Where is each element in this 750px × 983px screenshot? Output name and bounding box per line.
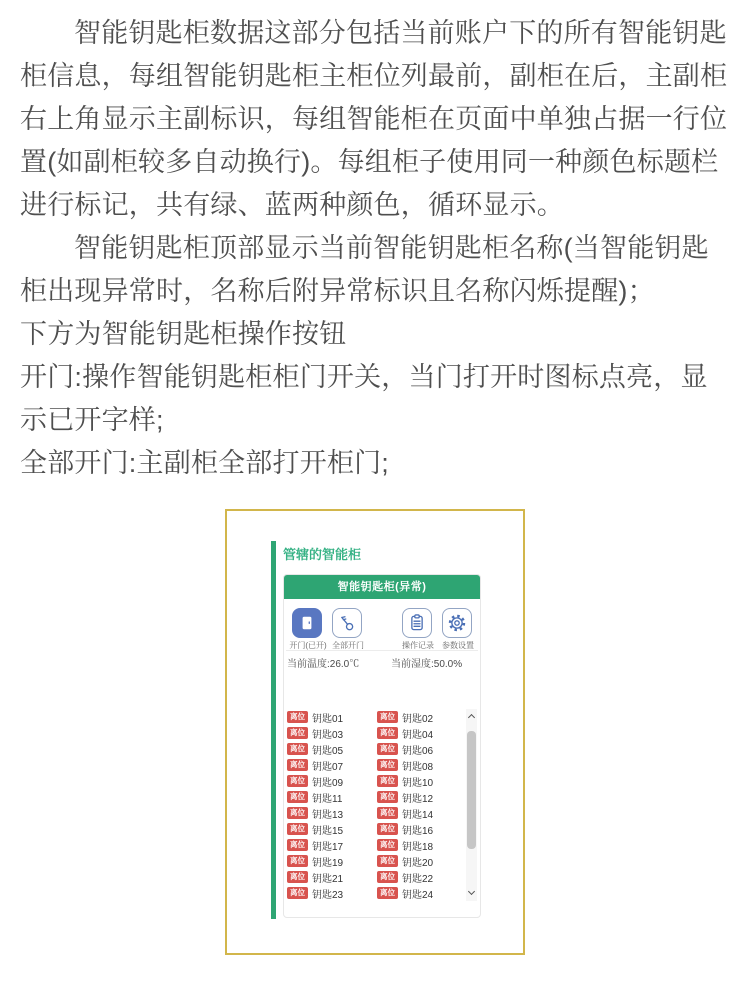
clipboard-icon [402, 608, 432, 638]
cabinet-card [283, 574, 481, 918]
key-item [377, 709, 467, 725]
key-item [287, 725, 377, 741]
key-name: 钥匙07 [312, 761, 344, 773]
environment-row [284, 651, 480, 673]
key-status-badge: 离位 [377, 791, 398, 803]
key-status-badge: 离位 [287, 711, 308, 723]
key-name: 钥匙21 [312, 873, 344, 885]
key-name: 钥匙16 [402, 825, 434, 837]
key-name: 钥匙06 [402, 745, 434, 757]
scrollbar-thumb[interactable] [467, 731, 476, 849]
door-open-icon [292, 608, 322, 638]
key-item [377, 805, 467, 821]
key-status-badge: 离位 [377, 855, 398, 867]
key-status-badge: 离位 [287, 823, 308, 835]
key-status-badge: 离位 [377, 871, 398, 883]
key-list-container [284, 709, 480, 901]
key-item [377, 773, 467, 789]
key-item [287, 741, 377, 757]
scroll-down-icon[interactable] [467, 888, 474, 895]
key-status-badge: 离位 [377, 743, 398, 755]
temperature-label: 当前温度:26.0℃ [287, 659, 360, 670]
key-name: 钥匙01 [312, 713, 344, 725]
action-label: 全部开门 [332, 641, 364, 650]
key-name: 钥匙15 [312, 825, 344, 837]
key-item [287, 837, 377, 853]
key-name: 钥匙18 [402, 841, 434, 853]
humidity-label: 当前湿度:50.0% [391, 659, 463, 670]
key-status-badge: 离位 [287, 743, 308, 755]
key-status-badge: 离位 [287, 887, 308, 899]
key-item [287, 709, 377, 725]
key-status-badge: 离位 [287, 791, 308, 803]
screenshot-figure [225, 509, 525, 955]
cabinet-header: 智能钥匙柜(异常) [284, 575, 480, 599]
doc-paragraph: 智能钥匙柜数据这部分包括当前账户下的所有智能钥匙柜信息，每组智能钥匙柜主柜位列最前，副柜在后，主副柜右上角显示主副标识，每组智能柜在页面中单独占据一行位置(如副柜较多自动换行)。每组柜子使用同一种颜色标题栏进行标记，共有绿、蓝两种颜色，循环显示。 [20, 18, 728, 220]
action-label: 操作记录 [402, 641, 434, 650]
key-status-badge: 离位 [377, 839, 398, 851]
key-status-badge: 离位 [287, 871, 308, 883]
key-name: 钥匙13 [312, 809, 344, 821]
key-item [377, 741, 467, 757]
key-list [287, 709, 480, 901]
key-name: 钥匙20 [402, 857, 434, 869]
key-name: 钥匙10 [402, 777, 434, 789]
key-name: 钥匙12 [402, 793, 434, 805]
key-status-badge: 离位 [377, 887, 398, 899]
key-name: 钥匙14 [402, 809, 434, 821]
key-item [377, 853, 467, 869]
key-item [377, 821, 467, 837]
doc-paragraph: 开门:操作智能钥匙柜柜门开关，当门打开时图标点亮，显示已开字样; [20, 362, 708, 435]
gear-icon [442, 608, 472, 638]
list-scrollbar[interactable] [466, 709, 477, 901]
key-name: 钥匙24 [402, 889, 434, 901]
key-item [287, 821, 377, 837]
key-icon [332, 608, 362, 638]
key-item [287, 789, 377, 805]
key-status-badge: 离位 [377, 759, 398, 771]
action-label: 开门(已开) [289, 641, 327, 650]
action-label: 参数设置 [442, 641, 474, 650]
doc-paragraph: 下方为智能钥匙柜操作按钮 [20, 319, 347, 349]
key-status-badge: 离位 [377, 775, 398, 787]
key-status-badge: 离位 [287, 775, 308, 787]
open-all-button[interactable] [332, 608, 364, 650]
key-status-badge: 离位 [377, 727, 398, 739]
key-item [287, 885, 377, 901]
settings-button[interactable] [442, 608, 474, 650]
document-text [0, 0, 750, 485]
cabinet-group-title: 管辖的智能柜 [283, 547, 362, 562]
key-item [377, 885, 467, 901]
accent-bar [271, 541, 276, 919]
key-item [377, 869, 467, 885]
key-name: 钥匙17 [312, 841, 344, 853]
key-status-badge: 离位 [377, 807, 398, 819]
key-name: 钥匙02 [402, 713, 434, 725]
key-name: 钥匙11 [312, 793, 343, 805]
scroll-up-icon[interactable] [467, 714, 474, 721]
key-status-badge: 离位 [287, 727, 308, 739]
key-name: 钥匙08 [402, 761, 434, 773]
key-name: 钥匙04 [402, 729, 434, 741]
key-item [377, 789, 467, 805]
key-item [287, 853, 377, 869]
key-name: 钥匙22 [402, 873, 434, 885]
cabinet-actions-row [284, 599, 480, 650]
key-status-badge: 离位 [287, 839, 308, 851]
doc-paragraph: 智能钥匙柜顶部显示当前智能钥匙柜名称(当智能钥匙柜出现异常时，名称后附异常标识且名称闪烁提醒)； [20, 233, 709, 306]
key-item [287, 869, 377, 885]
key-item [287, 773, 377, 789]
key-status-badge: 离位 [377, 711, 398, 723]
door-actions-group [289, 608, 364, 650]
utility-actions-group [402, 608, 474, 650]
key-status-badge: 离位 [287, 855, 308, 867]
key-name: 钥匙05 [312, 745, 344, 757]
key-item [377, 837, 467, 853]
doc-paragraph: 全部开门:主副柜全部打开柜门; [20, 448, 390, 478]
key-item [377, 725, 467, 741]
key-status-badge: 离位 [377, 823, 398, 835]
key-name: 钥匙23 [312, 889, 344, 901]
key-status-badge: 离位 [287, 759, 308, 771]
key-name: 钥匙19 [312, 857, 344, 869]
key-item [377, 757, 467, 773]
key-item [287, 805, 377, 821]
key-name: 钥匙09 [312, 777, 344, 789]
cabinet-app-screenshot [271, 541, 481, 919]
key-item [287, 757, 377, 773]
key-name: 钥匙03 [312, 729, 344, 741]
key-status-badge: 离位 [287, 807, 308, 819]
